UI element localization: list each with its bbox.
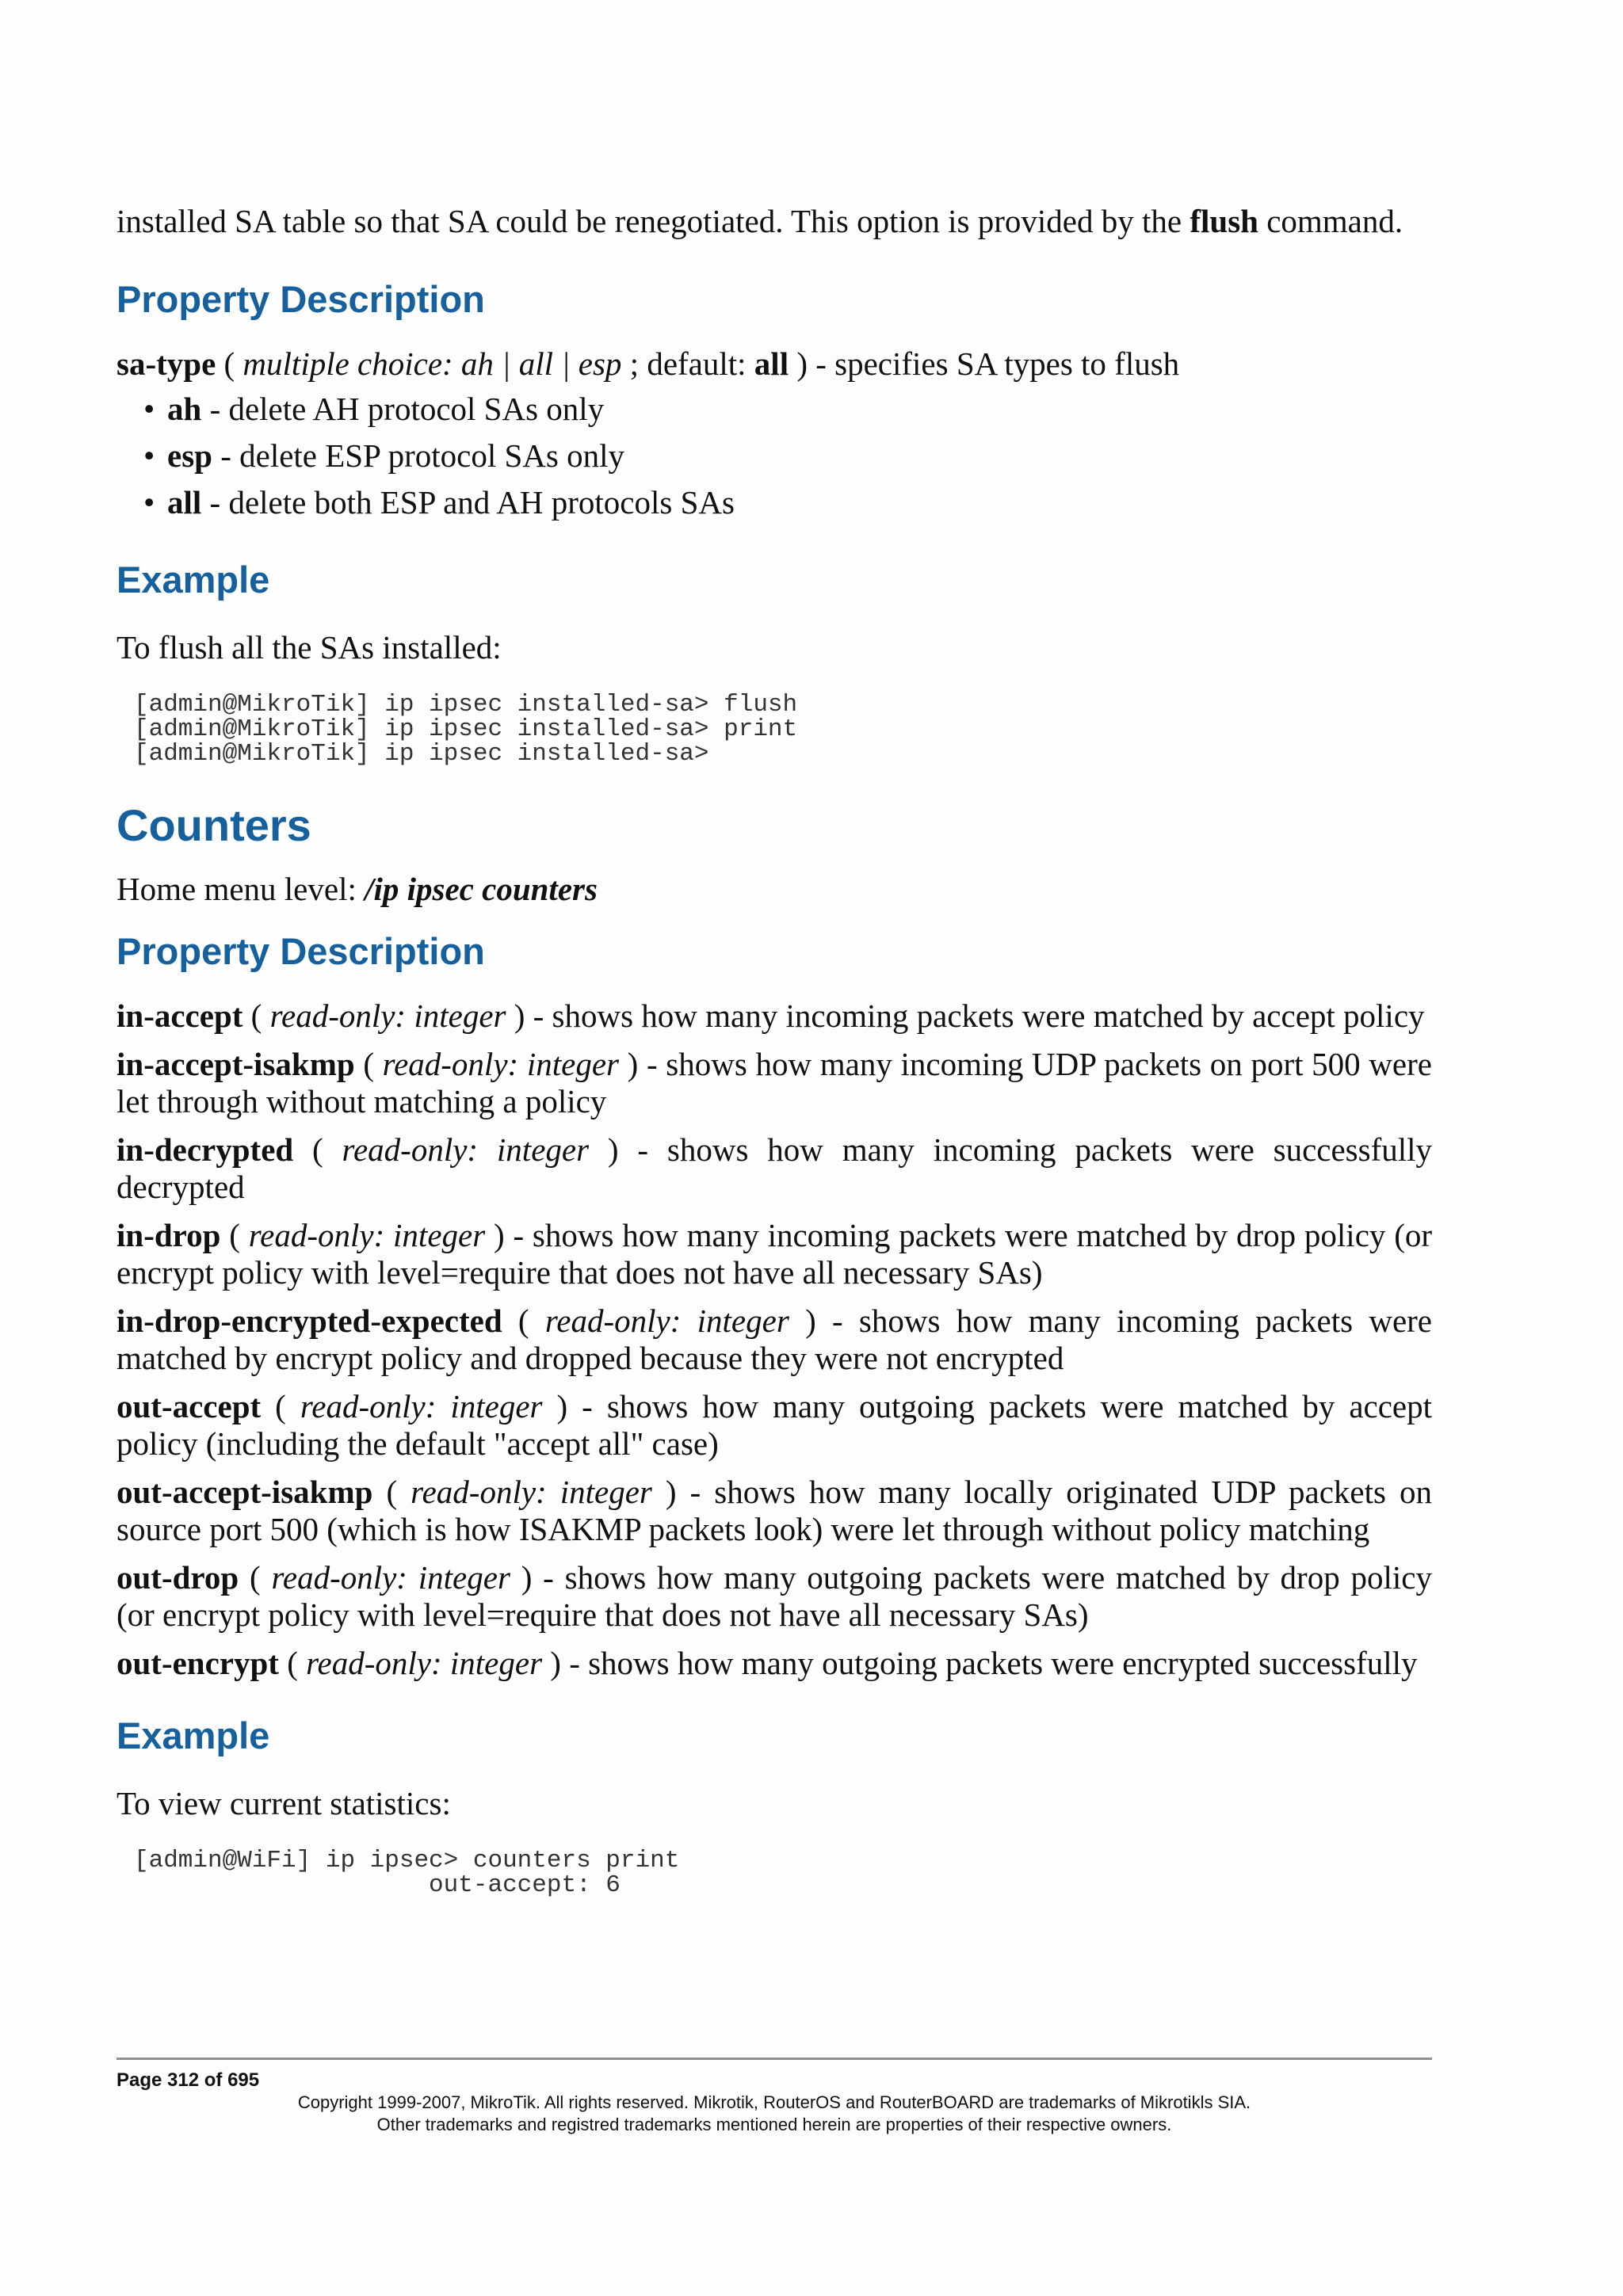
- counters-example-text: To view current statistics:: [116, 1785, 451, 1821]
- property-name: out-encrypt: [116, 1645, 279, 1681]
- property-item: out-accept-isakmp ( read-only: integer ) - shows how many locally originated UDP packets on source port 500 (which is how ISAKMP packets look) were let through without policy matching: [116, 1474, 1432, 1547]
- document-body: [116, 196, 1432, 1897]
- property-item: out-encrypt ( read-only: integer ) - shows how many outgoing packets were encrypted successfully: [116, 1645, 1418, 1681]
- menu-level: [116, 868, 1432, 910]
- option-term: esp: [167, 437, 212, 474]
- property-desc: ) - shows how many incoming UDP packets on port 500 were let through without matching a policy: [116, 1046, 1432, 1119]
- property-name: sa-type: [116, 345, 216, 382]
- footer-divider: [116, 2058, 1432, 2060]
- flush-code-block: [admin@MikroTik] ip ipsec installed-sa> flush [admin@MikroTik] ip ipsec installed-sa> print [admin@MikroTik] ip ipsec installed-sa>: [134, 691, 798, 768]
- property-type: multiple choice: ah | all | esp: [242, 345, 622, 382]
- property-type: read-only: integer: [300, 1388, 543, 1425]
- property-name: in-drop-encrypted-expected: [116, 1302, 502, 1339]
- counters-title: Counters: [116, 800, 311, 850]
- counters-property-list: [116, 997, 1432, 1682]
- bullet-icon: •: [143, 437, 155, 474]
- property-type: read-only: integer: [269, 997, 506, 1034]
- page-number: Page 312 of 695: [116, 2069, 260, 2091]
- property-desc: ) - shows how many incoming packets were matched by encrypt policy and dropped because they were not encrypted: [116, 1302, 1433, 1376]
- property-desc: ) - shows how many outgoing packets were encrypted successfully: [542, 1645, 1418, 1681]
- menu-level-path: /ip ipsec counters: [365, 871, 598, 907]
- bullet-icon: •: [143, 484, 155, 521]
- counters-example-heading: Example: [116, 1714, 270, 1756]
- property-type: read-only: integer: [342, 1131, 590, 1168]
- property-name: out-accept: [116, 1388, 262, 1425]
- property-desc: ) - shows how many outgoing packets were matched by accept policy (including the default "accept all" case): [116, 1388, 1433, 1462]
- property-default-label: ; default:: [621, 345, 754, 382]
- property-desc: ) - shows how many incoming packets were successfully decrypted: [116, 1131, 1433, 1205]
- option-term: ah: [167, 391, 202, 427]
- option-term: all: [167, 484, 202, 521]
- property-desc: ) - shows how many locally originated UDP packets on source port 500 (which is how ISAKMP packets look) were let through without policy matching: [116, 1474, 1432, 1547]
- intro-tail: command.: [1258, 203, 1403, 239]
- counters-code-block: [admin@WiFi] ip ipsec> counters print out-accept: 6: [134, 1847, 680, 1899]
- property-item: out-drop ( read-only: integer ) - shows how many outgoing packets were matched by drop policy (or encrypt policy with level=require that does not have all necessary SAs): [116, 1559, 1432, 1633]
- property-type: read-only: integer: [382, 1046, 619, 1082]
- flush-keyword: flush: [1190, 203, 1258, 239]
- property-item: in-accept ( read-only: integer ) - shows how many incoming packets were matched by accept policy: [116, 997, 1425, 1034]
- counters-property-heading: Property Description: [116, 930, 485, 972]
- property-desc: ) - shows how many outgoing packets were matched by drop policy (or encrypt policy with level=require that does not have all necessary SAs): [116, 1559, 1432, 1633]
- list-item: [143, 386, 1432, 433]
- property-name: in-accept-isakmp: [116, 1046, 355, 1082]
- property-type: read-only: integer: [306, 1645, 543, 1681]
- property-type: read-only: integer: [411, 1474, 652, 1510]
- property-type: read-only: integer: [544, 1302, 789, 1339]
- copyright-line-1: Copyright 1999-2007, MikroTik. All rights reserved. Mikrotik, RouterOS and RouterBOARD are trademarks of Mikrotikls SIA.: [297, 2092, 1251, 2112]
- intro-paragraph: [116, 196, 1432, 246]
- flush-example-heading: Example: [116, 559, 270, 601]
- list-item: [143, 433, 1432, 479]
- property-desc: ) - shows how many incoming packets were matched by accept policy: [506, 997, 1425, 1034]
- property-open: (: [216, 345, 243, 382]
- intro-text: installed SA table so that SA could be renegotiated. This option is provided by the: [116, 203, 1190, 239]
- property-type: read-only: integer: [248, 1217, 486, 1253]
- menu-level-label: Home menu level:: [116, 871, 365, 907]
- option-desc: - delete ESP protocol SAs only: [212, 437, 625, 474]
- property-name: in-drop: [116, 1217, 221, 1253]
- property-desc: ) - specifies SA types to flush: [789, 345, 1180, 382]
- flush-example-text: To flush all the SAs installed:: [116, 629, 502, 666]
- property-item: in-accept-isakmp ( read-only: integer ) - shows how many incoming UDP packets on port 500 were let through without matching a policy: [116, 1046, 1432, 1119]
- property-default: all: [754, 345, 789, 382]
- list-item: [143, 479, 1432, 526]
- option-desc: - delete AH protocol SAs only: [201, 391, 605, 427]
- property-item: in-drop-encrypted-expected ( read-only: integer ) - shows how many incoming packets were matched by encrypt policy and dropped because they were not encrypted: [116, 1302, 1433, 1376]
- property-name: out-drop: [116, 1559, 239, 1596]
- property-item: in-drop ( read-only: integer ) - shows how many incoming packets were matched by drop policy (or encrypt policy with level=require that does not have all necessary SAs): [116, 1217, 1433, 1291]
- option-desc: - delete both ESP and AH protocols SAs: [201, 484, 735, 521]
- bullet-icon: •: [143, 391, 155, 427]
- property-item: out-accept ( read-only: integer ) - shows how many outgoing packets were matched by accept policy (including the default "accept all" case): [116, 1388, 1433, 1462]
- property-name: in-accept: [116, 997, 243, 1034]
- property-name: out-accept-isakmp: [116, 1474, 373, 1510]
- property-type: read-only: integer: [271, 1559, 510, 1596]
- sa-type-options: [116, 386, 1432, 526]
- property-item: in-decrypted ( read-only: integer ) - shows how many incoming packets were successfully decrypted: [116, 1131, 1433, 1205]
- property-name: in-decrypted: [116, 1131, 294, 1168]
- copyright-line-2: Other trademarks and registred trademarks mentioned herein are properties of their respective owners.: [376, 2115, 1172, 2134]
- sa-type-property: [116, 345, 1432, 383]
- flush-property-heading: Property Description: [116, 278, 485, 320]
- page-footer: [116, 2058, 1432, 2136]
- property-desc: ) - shows how many incoming packets were matched by drop policy (or encrypt policy with level=require that does not have all necessary SAs): [116, 1217, 1433, 1291]
